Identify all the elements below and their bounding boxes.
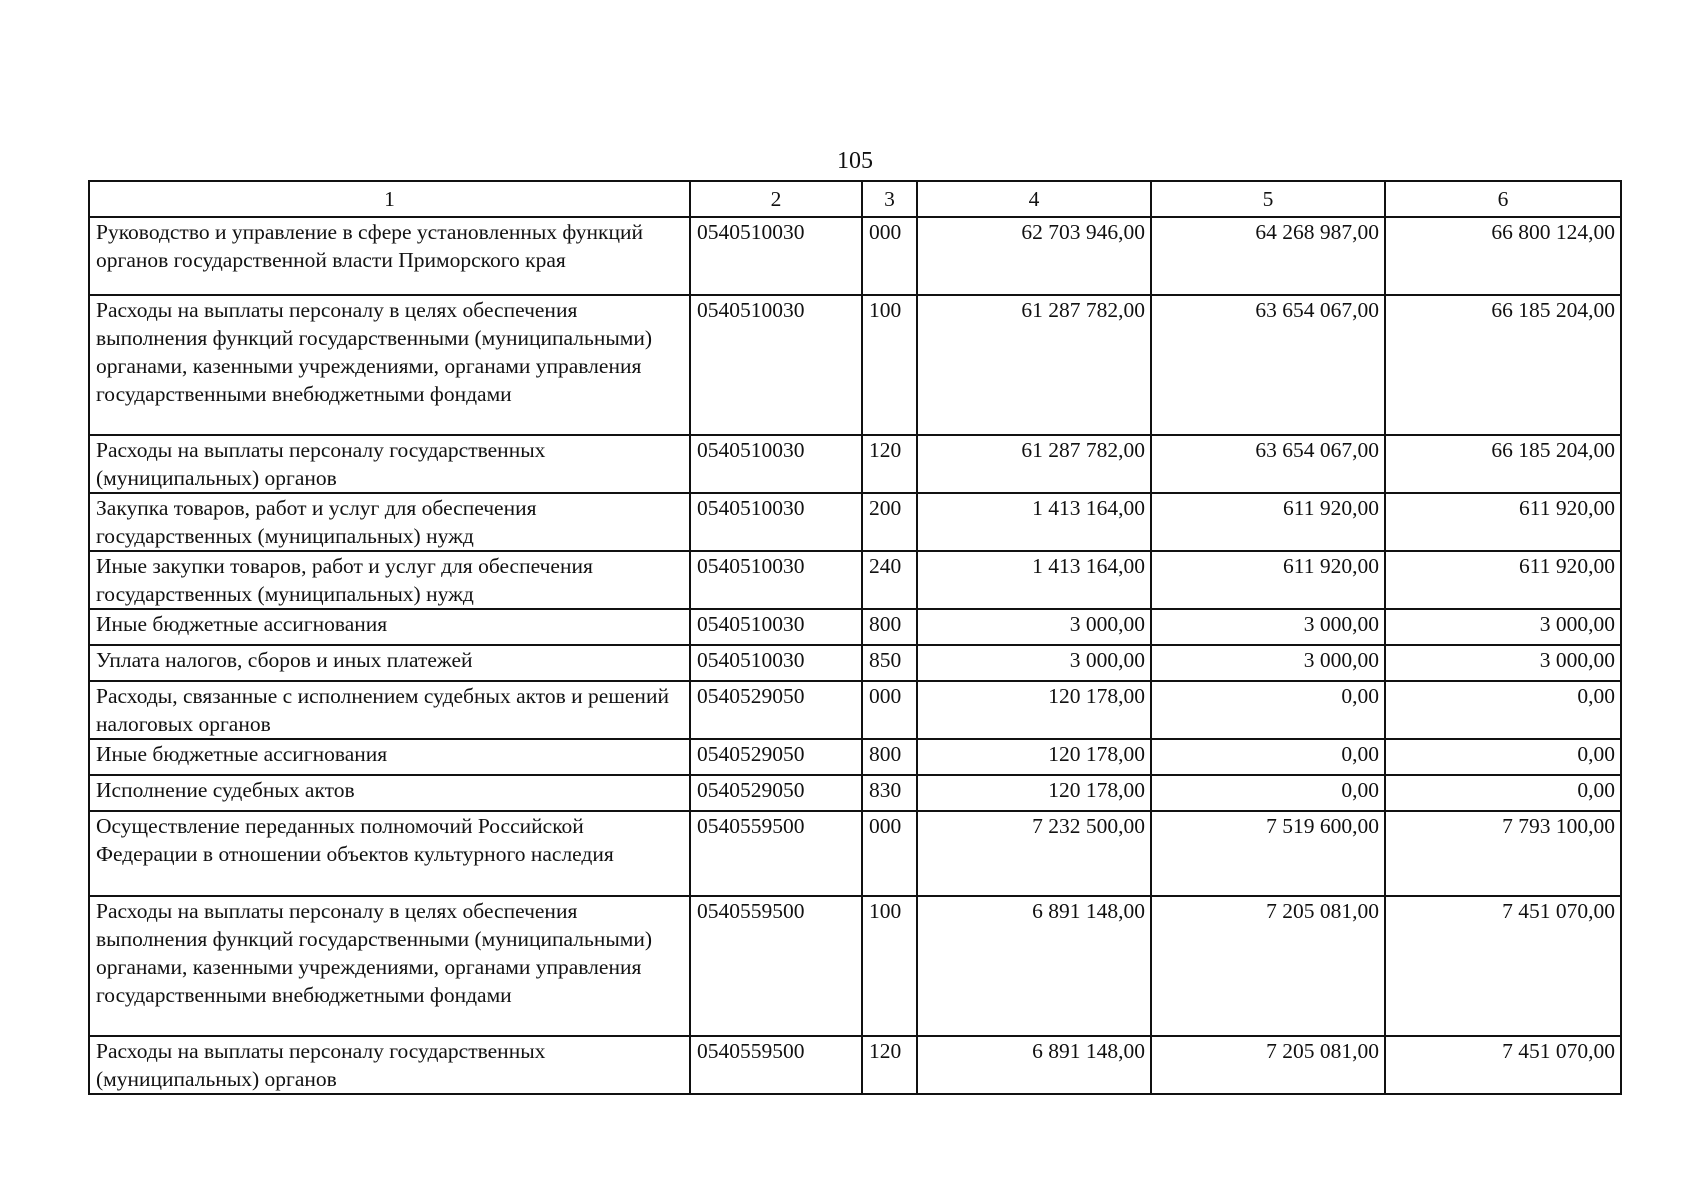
amount-col-4-cell: 62 703 946,00 bbox=[917, 217, 1151, 295]
expense-name-cell: Расходы, связанные с исполнением судебных актов и решений налоговых органов bbox=[89, 681, 690, 739]
table-body bbox=[89, 217, 1621, 1094]
table-row bbox=[89, 775, 1621, 811]
target-code-cell: 0540510030 bbox=[690, 551, 862, 609]
amount-col-5-cell: 63 654 067,00 bbox=[1151, 435, 1385, 493]
amount-col-5-cell: 7 519 600,00 bbox=[1151, 811, 1385, 896]
amount-col-4-cell: 1 413 164,00 bbox=[917, 551, 1151, 609]
column-header-2: 2 bbox=[690, 181, 862, 217]
amount-col-6-cell: 611 920,00 bbox=[1385, 493, 1621, 551]
expense-name-cell: Руководство и управление в сфере установленных функций органов государственной власти Приморского края bbox=[89, 217, 690, 295]
target-code-cell: 0540529050 bbox=[690, 775, 862, 811]
amount-col-5-cell: 0,00 bbox=[1151, 681, 1385, 739]
table-row bbox=[89, 295, 1621, 435]
target-code-cell: 0540510030 bbox=[690, 493, 862, 551]
expense-kind-cell: 830 bbox=[862, 775, 917, 811]
expense-kind-cell: 800 bbox=[862, 609, 917, 645]
target-code-cell: 0540529050 bbox=[690, 681, 862, 739]
amount-col-6-cell: 0,00 bbox=[1385, 739, 1621, 775]
target-code-cell: 0540529050 bbox=[690, 739, 862, 775]
amount-col-4-cell: 7 232 500,00 bbox=[917, 811, 1151, 896]
expense-name-cell: Иные бюджетные ассигнования bbox=[89, 609, 690, 645]
column-header-4: 4 bbox=[917, 181, 1151, 217]
target-code-cell: 0540510030 bbox=[690, 609, 862, 645]
column-header-3: 3 bbox=[862, 181, 917, 217]
expense-name-cell: Осуществление переданных полномочий Российской Федерации в отношении объектов культурного наследия bbox=[89, 811, 690, 896]
amount-col-4-cell: 3 000,00 bbox=[917, 645, 1151, 681]
expense-name-cell: Расходы на выплаты персоналу государственных (муниципальных) органов bbox=[89, 435, 690, 493]
amount-col-4-cell: 61 287 782,00 bbox=[917, 295, 1151, 435]
amount-col-5-cell: 611 920,00 bbox=[1151, 493, 1385, 551]
expense-name-cell: Исполнение судебных актов bbox=[89, 775, 690, 811]
amount-col-4-cell: 3 000,00 bbox=[917, 609, 1151, 645]
table-row bbox=[89, 217, 1621, 295]
target-code-cell: 0540559500 bbox=[690, 1036, 862, 1094]
expense-kind-cell: 100 bbox=[862, 896, 917, 1036]
target-code-cell: 0540510030 bbox=[690, 645, 862, 681]
amount-col-6-cell: 0,00 bbox=[1385, 681, 1621, 739]
amount-col-5-cell: 3 000,00 bbox=[1151, 645, 1385, 681]
header-row bbox=[89, 181, 1621, 217]
expense-kind-cell: 000 bbox=[862, 217, 917, 295]
amount-col-5-cell: 7 205 081,00 bbox=[1151, 896, 1385, 1036]
amount-col-5-cell: 64 268 987,00 bbox=[1151, 217, 1385, 295]
page-number: 105 bbox=[837, 148, 873, 174]
expense-name-cell: Иные закупки товаров, работ и услуг для обеспечения государственных (муниципальных) нужд bbox=[89, 551, 690, 609]
amount-col-6-cell: 3 000,00 bbox=[1385, 609, 1621, 645]
amount-col-5-cell: 7 205 081,00 bbox=[1151, 1036, 1385, 1094]
expense-kind-cell: 100 bbox=[862, 295, 917, 435]
expense-kind-cell: 000 bbox=[862, 681, 917, 739]
amount-col-5-cell: 0,00 bbox=[1151, 739, 1385, 775]
amount-col-6-cell: 0,00 bbox=[1385, 775, 1621, 811]
expense-kind-cell: 120 bbox=[862, 1036, 917, 1094]
amount-col-4-cell: 6 891 148,00 bbox=[917, 896, 1151, 1036]
target-code-cell: 0540510030 bbox=[690, 435, 862, 493]
expense-name-cell: Расходы на выплаты персоналу государственных (муниципальных) органов bbox=[89, 1036, 690, 1094]
table-row bbox=[89, 435, 1621, 493]
budget-table bbox=[88, 180, 1622, 1095]
amount-col-6-cell: 7 451 070,00 bbox=[1385, 1036, 1621, 1094]
table-row bbox=[89, 1036, 1621, 1094]
amount-col-4-cell: 6 891 148,00 bbox=[917, 1036, 1151, 1094]
column-header-5: 5 bbox=[1151, 181, 1385, 217]
expense-kind-cell: 850 bbox=[862, 645, 917, 681]
table-row bbox=[89, 896, 1621, 1036]
table-row bbox=[89, 681, 1621, 739]
table-row bbox=[89, 811, 1621, 896]
table-row bbox=[89, 645, 1621, 681]
expense-kind-cell: 120 bbox=[862, 435, 917, 493]
expense-name-cell: Расходы на выплаты персоналу в целях обеспечения выполнения функций государственными (муниципальными) органами, казенными учреждениями, органами управления государственными внебюджетными фондами bbox=[89, 896, 690, 1036]
table-row bbox=[89, 551, 1621, 609]
amount-col-6-cell: 66 185 204,00 bbox=[1385, 435, 1621, 493]
amount-col-5-cell: 63 654 067,00 bbox=[1151, 295, 1385, 435]
amount-col-4-cell: 120 178,00 bbox=[917, 739, 1151, 775]
target-code-cell: 0540559500 bbox=[690, 896, 862, 1036]
expense-name-cell: Иные бюджетные ассигнования bbox=[89, 739, 690, 775]
expense-name-cell: Закупка товаров, работ и услуг для обеспечения государственных (муниципальных) нужд bbox=[89, 493, 690, 551]
amount-col-6-cell: 7 793 100,00 bbox=[1385, 811, 1621, 896]
amount-col-6-cell: 7 451 070,00 bbox=[1385, 896, 1621, 1036]
expense-kind-cell: 000 bbox=[862, 811, 917, 896]
amount-col-6-cell: 611 920,00 bbox=[1385, 551, 1621, 609]
amount-col-4-cell: 120 178,00 bbox=[917, 681, 1151, 739]
amount-col-6-cell: 66 185 204,00 bbox=[1385, 295, 1621, 435]
expense-name-cell: Расходы на выплаты персоналу в целях обеспечения выполнения функций государственными (муниципальными) органами, казенными учреждениями, органами управления государственными внебюджетными фондами bbox=[89, 295, 690, 435]
amount-col-6-cell: 3 000,00 bbox=[1385, 645, 1621, 681]
target-code-cell: 0540559500 bbox=[690, 811, 862, 896]
table-row bbox=[89, 609, 1621, 645]
expense-kind-cell: 240 bbox=[862, 551, 917, 609]
column-header-1: 1 bbox=[89, 181, 690, 217]
amount-col-5-cell: 3 000,00 bbox=[1151, 609, 1385, 645]
expense-name-cell: Уплата налогов, сборов и иных платежей bbox=[89, 645, 690, 681]
target-code-cell: 0540510030 bbox=[690, 217, 862, 295]
target-code-cell: 0540510030 bbox=[690, 295, 862, 435]
table-row bbox=[89, 493, 1621, 551]
table-header bbox=[89, 181, 1621, 217]
amount-col-5-cell: 611 920,00 bbox=[1151, 551, 1385, 609]
amount-col-4-cell: 61 287 782,00 bbox=[917, 435, 1151, 493]
amount-col-4-cell: 120 178,00 bbox=[917, 775, 1151, 811]
expense-kind-cell: 800 bbox=[862, 739, 917, 775]
amount-col-5-cell: 0,00 bbox=[1151, 775, 1385, 811]
table-row bbox=[89, 739, 1621, 775]
column-header-6: 6 bbox=[1385, 181, 1621, 217]
amount-col-4-cell: 1 413 164,00 bbox=[917, 493, 1151, 551]
amount-col-6-cell: 66 800 124,00 bbox=[1385, 217, 1621, 295]
expense-kind-cell: 200 bbox=[862, 493, 917, 551]
